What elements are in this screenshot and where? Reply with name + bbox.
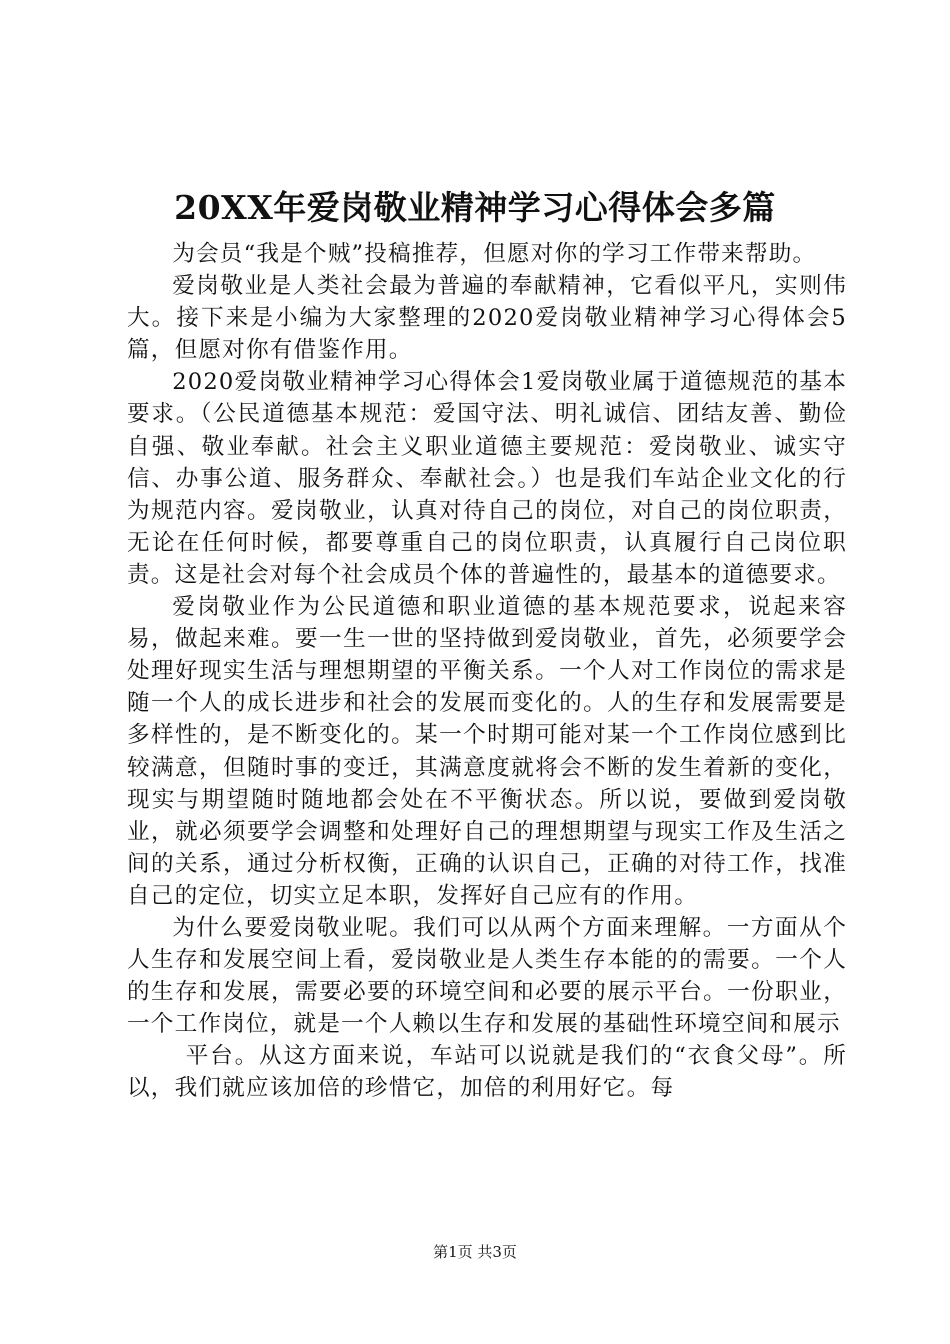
paragraph-summary: 爱岗敬业是人类社会最为普遍的奉献精神，它看似平凡，实则伟大。接下来是小编为大家整理的2020爱岗敬业精神学习心得体会5篇，但愿对你有借鉴作用。 (127, 273, 847, 364)
paragraph-essay-1: 2020爱岗敬业精神学习心得体会1爱岗敬业属于道德规范的基本要求。（公民道德基本规范：爱国守法、明礼诚信、团结友善、勤俭自强、敬业奉献。社会主义职业道德主要规范：爱岗敬业、诚实守信、办事公道、服务群众、奉献社会。）也是我们车站企业文化的行为规范内容。爱岗敬业，认真对待自己的岗位，对自己的岗位职责，无论在任何时候，都要尊重自己的岗位职责，认真履行自己岗位职责。这是社会对每个社会成员个体的普遍性的，最基本的道德要求。 (127, 369, 847, 588)
paragraph-essay-3: 为什么要爱岗敬业呢。我们可以从两个方面来理解。一方面从个人生存和发展空间上看，爱岗敬业是人类生存本能的的需要。一个人的生存和发展，需要必要的环境空间和必要的展示平台。一份职业，一个工作岗位，就是一个人赖以生存和发展的基础性环境空间和展示 (127, 914, 847, 1038)
paragraph-intro: 为会员“我是个贼”投稿推荐，但愿对你的学习工作带来帮助。 (172, 241, 817, 267)
paragraph-essay-4: 平台。从这方面来说，车站可以说就是我们的“衣食父母”。所以，我们就应该加倍的珍惜它，加倍的利用好它。每 (127, 1043, 847, 1102)
paragraph-essay-2: 爱岗敬业作为公民道德和职业道德的基本规范要求，说起来容易，做起来难。要一生一世的坚持做到爱岗敬业，首先，必须要学会处理好现实生活与理想期望的平衡关系。一个人对工作岗位的需求是随一个人的成长进步和社会的发展而变化的。人的生存和发展需要是多样性的，是不断变化的。某一个时期可能对某一个工作岗位感到比较满意，但随时事的变迁，其满意度就将会不断的发生着新的变化，现实与期望随时随地都会处在不平衡状态。所以说，要做到爱岗敬业，就必须要学会调整和处理好自己的理想期望与现实工作及生活之间的关系，通过分析权衡，正确的认识自己，正确的对待工作，找准自己的定位，切实立足本职，发挥好自己应有的作用。 (127, 594, 847, 909)
page-number-footer: 第1页 共3页 (433, 1243, 517, 1261)
document-body (127, 238, 847, 1105)
document-title: 20XX年爱岗敬业精神学习心得体会多篇 (174, 188, 776, 227)
